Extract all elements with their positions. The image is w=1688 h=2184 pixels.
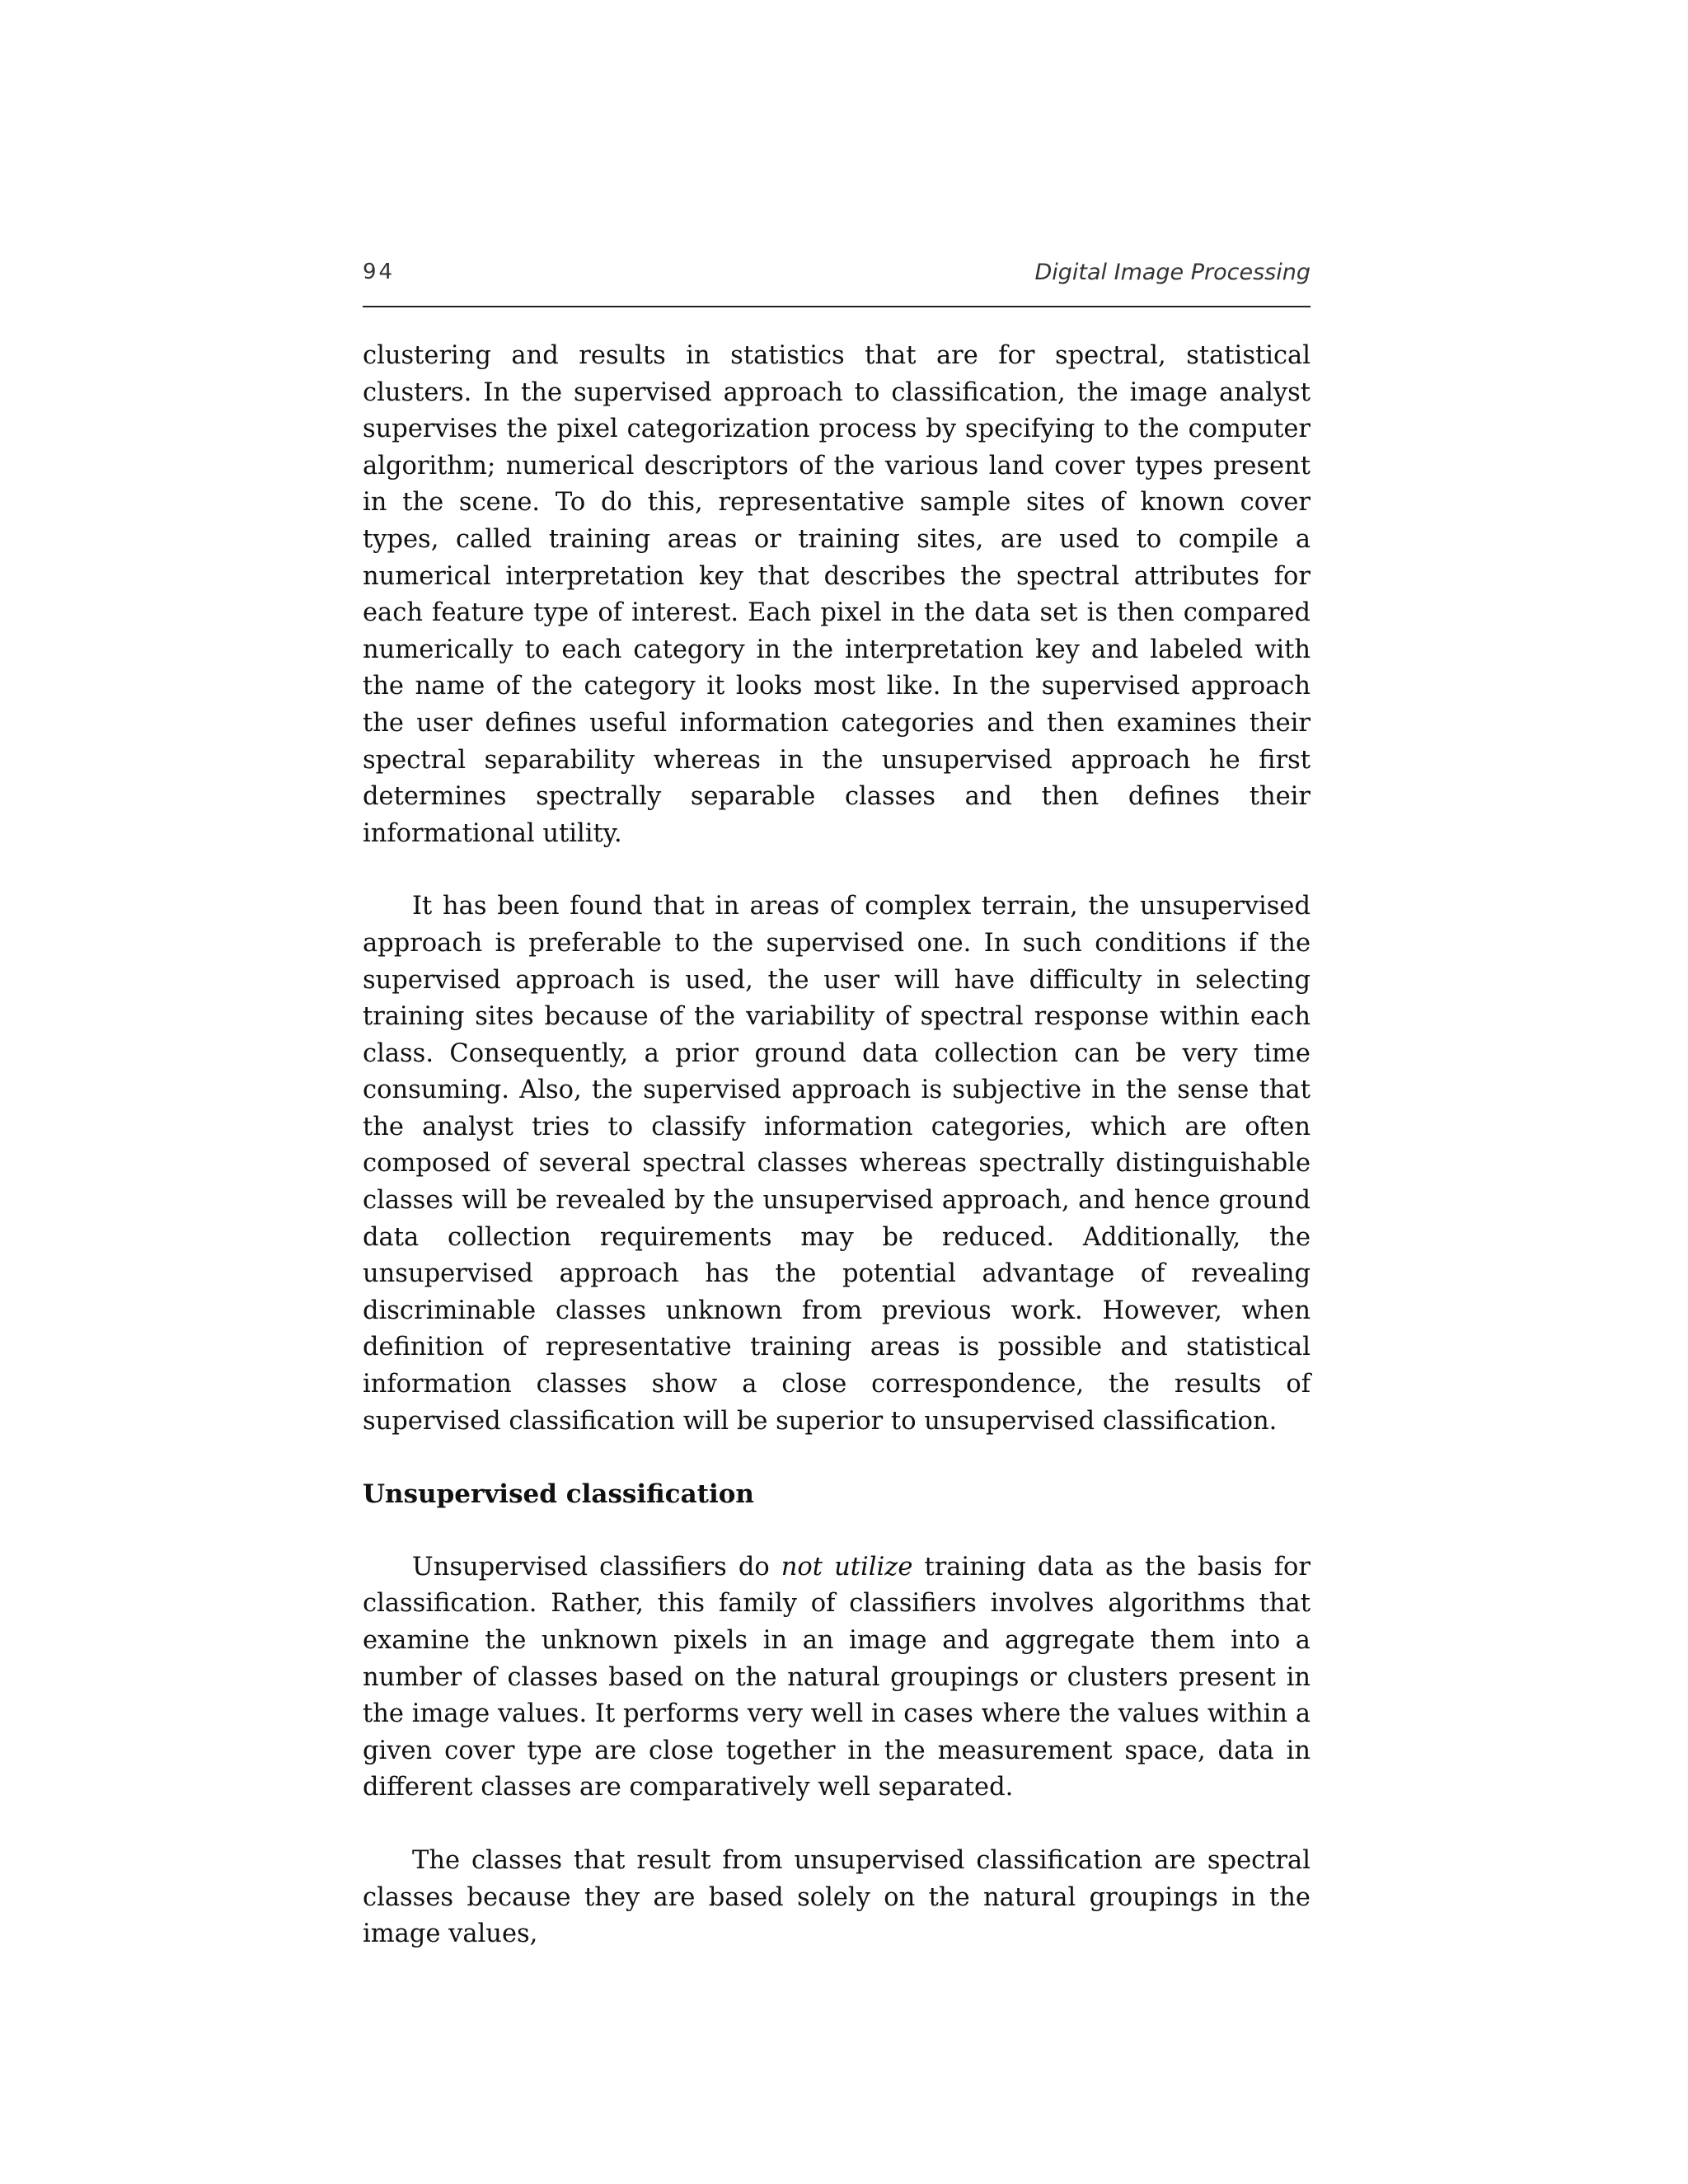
paragraph-text-end: training data as the basis for classification. Rather, this family of classifiers involves algorithms that examine the unknown pixels in an image and aggregate them into a number of classes based on the natural groupings or clusters present in the image values. It performs very well in cases where the values within a given cover type are close together in the measurement space, data in different classes are comparatively well separated. xyxy=(363,1552,1311,1802)
paragraph-unsupervised-classifiers xyxy=(363,1549,1311,1807)
emphasized-text: not utilize xyxy=(781,1552,913,1582)
page-number: 94 xyxy=(363,260,396,284)
paragraph-clustering: clustering and results in statistics that are for spectral, statistical clusters. In the supervised approach to classification, the image analyst supervises the pixel categorization process by specifying to the computer algorithm; numerical descriptors of the various land cover types present in the scene. To do this, representative sample sites of known cover types, called training areas or training sites, are used to compile a numerical interpretation key that describes the spectral attributes for each feature type of interest. Each pixel in the data set is then compared numerically to each category in the interpretation key and labeled with the name of the category it looks most like. In the supervised approach the user defines useful information categories and then examines their spectral separability whereas in the unsupervised approach he first determines spectrally separable classes and then defines their informational utility. xyxy=(363,341,1311,848)
section-heading: Unsupervised classification xyxy=(363,1479,754,1510)
running-title: Digital Image Processing xyxy=(1034,260,1311,285)
running-header xyxy=(363,260,1311,307)
paragraph-text-start: Unsupervised classifiers do xyxy=(412,1552,781,1582)
paragraph-spectral-classes: The classes that result from unsupervised classification are spectral classes because they are based solely on the natural groupings in the image values, xyxy=(363,1845,1311,1949)
body-text xyxy=(363,338,1311,1953)
paragraph-complex-terrain: It has been found that in areas of complex terrain, the unsupervised approach is preferable to the supervised one. In such conditions if the supervised approach is used, the user will have difficulty in selecting training sites because of the variability of spectral response within each class. Consequently, a prior ground data collection can be very time consuming. Also, the supervised approach is subjective in the sense that the analyst tries to classify information categories, which are often composed of several spectral classes whereas spectrally distinguishable classes will be revealed by the unsupervised approach, and hence ground data collection requirements may be reduced. Additionally, the unsupervised approach has the potential advantage of revealing discriminable classes unknown from previous work. However, when definition of representative training areas is possible and statistical information classes show a close correspondence, the results of supervised classification will be superior to unsupervised classification. xyxy=(363,892,1311,1436)
